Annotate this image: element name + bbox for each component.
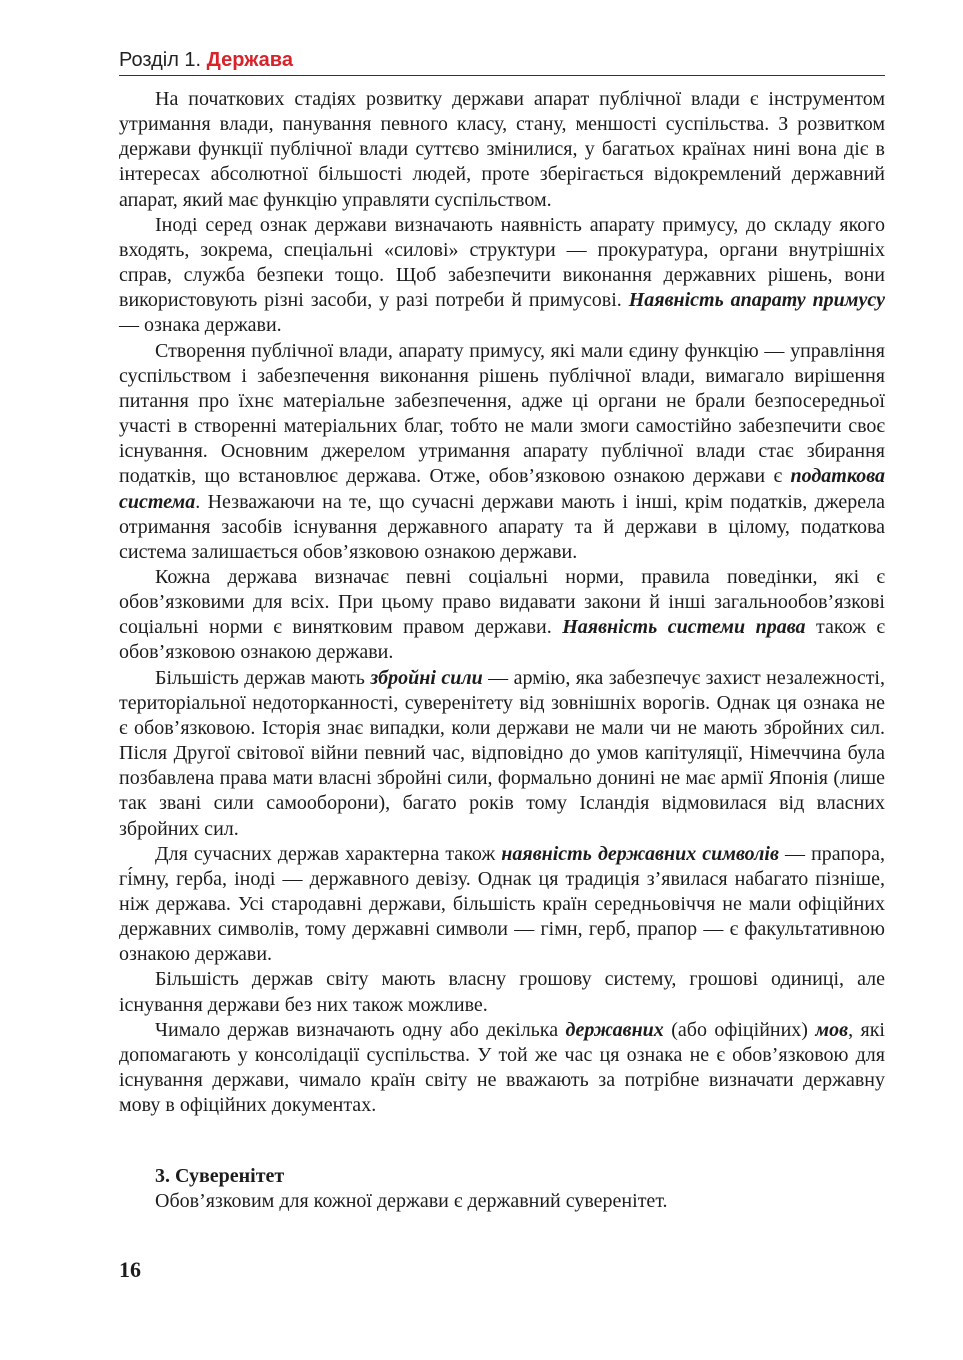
chapter-title: Держава	[206, 49, 293, 71]
header-divider	[119, 75, 885, 76]
paragraph-text: — ознака держави.	[119, 314, 282, 337]
key-term: податкова система	[119, 465, 885, 513]
running-header	[119, 46, 885, 74]
paragraph-text: Іноді серед ознак держави визначають наявність апарату примусу, до складу якого входять, зокрема, спеціальні «силові» структури — прокуратура, органи внутрішніх справ, служба безпеки тощо. Щоб забезпечити виконання державних рішень, вони використовують різні засоби, у разі потреби й примусові.	[119, 213, 885, 312]
body-text	[119, 87, 885, 1118]
paragraph-text: . Незважаючи на те, що сучасні держави мають і інші, крім податків, джерела отримання засобів існування державного апарату та й держави в цілому, податкова система залишається обов’язковою ознакою держави.	[119, 490, 885, 563]
paragraph-text: (або офіційних)	[663, 1018, 816, 1041]
paragraph	[119, 967, 885, 1017]
paragraph-text: — прапора, гі́мну, герба, іноді — державного девізу. Однак ця традиція з’явилася набагато пізніше, ніж держава. Усі стародавні держави, більшість країн середньовіччя не мали офіційних державних символів, тому державні символи — гімн, герб, прапор — є факультативною ознакою держави.	[119, 842, 885, 966]
key-term: мов	[815, 1018, 849, 1041]
paragraph-text: Більшість держав мають	[155, 666, 371, 689]
key-term: наявність державних символів	[501, 842, 779, 865]
paragraph	[119, 666, 885, 842]
paragraph-text: також є обов’язковою ознакою держави.	[119, 616, 886, 664]
paragraph-text: Кожна держава визначає певні соціальні норми, правила поведінки, які є обов’язковими для всіх. При цьому право видавати закони й інші загальнообов’язкові соціальні норми є винятковим правом держави.	[119, 565, 885, 639]
page-number: 16	[119, 1257, 141, 1282]
paragraph-text: На початкових стадіях розвитку держави апарат публічної влади є інструментом утримання влади, панування певного класу, стану, меншості суспільства. З розвитком держави функції публічної влади суттєво змінилися, у багатьох країнах нині вона діє в інтересах абсолютної більшості людей, проте зберігається відокремлений державний апарат, який має функцію управляти суспільством.	[119, 88, 885, 211]
paragraph-text: Створення публічної влади, апарату примусу, які мали єдину функцію — управління суспільством і забезпечення виконання рішень публічної влади, вимагало вирішення питання про їхнє матеріальне забезпечення, адже ці органи не брали безпосередньої участі в створенні матеріальних благ, тобто не мали змоги самостійно забезпечити своє існування. Основним джерелом утримання апарату публічної влади стає збирання податків, що встановлює держава. Отже, обов’язковою ознакою держави є	[119, 339, 885, 488]
paragraph-text: Більшість держав світу мають власну грошову систему, грошові одиниці, але існування держави без них також можливе.	[119, 968, 885, 1016]
paragraph	[119, 339, 885, 565]
section-label: Розділ 1.	[119, 49, 202, 71]
key-term: збройні сили	[370, 666, 483, 689]
section-paragraph: Обов’язковим для кожної держави є державний суверенітет.	[155, 1190, 668, 1212]
key-term: Наявність апарату примусу	[628, 289, 886, 312]
paragraph-text: Для сучасних держав характерна також	[155, 842, 502, 865]
paragraph	[119, 1018, 885, 1119]
paragraph-text: , які допомагають у консолідації суспільства. У той же час ця ознака не є обов’язковою для існування держави, чимало країн світу не вважають за потрібне визначати державну мову в офіційних документах.	[119, 1018, 885, 1117]
paragraph	[119, 842, 885, 968]
paragraph-text: Чимало держав визначають одну або декілька	[155, 1018, 566, 1041]
key-term: Наявність системи права	[562, 616, 806, 639]
paragraph	[119, 213, 885, 339]
paragraph-text: — армію, яка забезпечує захист незалежності, територіальної недоторканності, суверенітету від зовнішніх ворогів. Однак ця ознака не є обов’язковою. Історія знає випадки, коли держави не мали чи не мають збройних сил. Після Другої світової війни певний час, відповідно до умов капітуляції, Німеччина була позбавлена права мати власні збройні сили, формально донині не має армії Японія (лише так звані сили самооборони), багато років тому Ісландія відмовилася від власних збройних сил.	[119, 666, 885, 840]
section-heading: 3. Суверенітет	[155, 1165, 285, 1187]
paragraph	[119, 565, 885, 666]
key-term: державних	[565, 1018, 664, 1041]
paragraph	[119, 87, 885, 213]
